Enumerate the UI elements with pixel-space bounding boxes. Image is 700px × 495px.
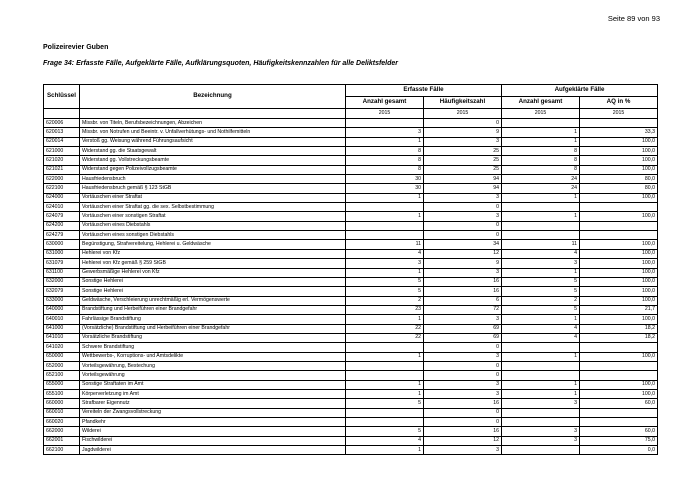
cell-haeufigkeitszahl: 3: [424, 268, 502, 277]
cell-label: Begünstigung, Strafvereitelung, Hehlerei u. Geldwäsche: [80, 240, 346, 249]
table-row: [44, 389, 658, 398]
header-label: Bezeichnung: [80, 85, 346, 109]
cell-anzahl: [346, 203, 424, 212]
cell-anzahl-aufgeklaert: 1: [502, 193, 580, 202]
header-key: Schlüssel: [44, 85, 80, 109]
header-anzahl-aufgeklaert: Anzahl gesamt: [502, 97, 580, 109]
table-row: [44, 287, 658, 296]
cell-haeufigkeitszahl: 12: [424, 249, 502, 258]
cell-aq: 100,0: [580, 352, 658, 361]
cell-anzahl: 2: [346, 296, 424, 305]
cell-label: Hehlerei von Kfz: [80, 249, 346, 258]
cell-aq: [580, 119, 658, 128]
cell-aq: 100,0: [580, 240, 658, 249]
table-row: [44, 193, 658, 202]
cell-aq: 60,0: [580, 399, 658, 408]
cell-haeufigkeitszahl: 72: [424, 305, 502, 314]
cell-key: 640010: [44, 315, 80, 324]
cell-haeufigkeitszahl: 9: [424, 128, 502, 137]
cell-anzahl-aufgeklaert: [502, 408, 580, 417]
cell-haeufigkeitszahl: 25: [424, 156, 502, 165]
cell-key: 662000: [44, 427, 80, 436]
cell-haeufigkeitszahl: 69: [424, 324, 502, 333]
cell-haeufigkeitszahl: 25: [424, 147, 502, 156]
cell-aq: 100,0: [580, 147, 658, 156]
cell-aq: 18,2: [580, 333, 658, 342]
cell-key: 641010: [44, 333, 80, 342]
header-group-aufgeklaert: Aufgeklärte Fälle: [502, 85, 658, 97]
cell-key: 655100: [44, 389, 80, 398]
cell-anzahl-aufgeklaert: [502, 203, 580, 212]
cell-key: 630000: [44, 240, 80, 249]
cell-anzahl-aufgeklaert: 1: [502, 380, 580, 389]
cell-key: 620014: [44, 137, 80, 146]
cell-key: 621021: [44, 165, 80, 174]
cell-haeufigkeitszahl: 16: [424, 399, 502, 408]
table-row: [44, 156, 658, 165]
cell-aq: 100,0: [580, 277, 658, 286]
cell-key: 660000: [44, 399, 80, 408]
cell-haeufigkeitszahl: 0: [424, 221, 502, 230]
cell-label: Vereiteln der Zwangsvollstreckung: [80, 408, 346, 417]
cell-anzahl-aufgeklaert: 24: [502, 175, 580, 184]
cell-key: 620013: [44, 128, 80, 137]
year-cell: 2015: [580, 109, 658, 119]
cell-label: Wilderei: [80, 427, 346, 436]
cell-anzahl-aufgeklaert: 8: [502, 165, 580, 174]
cell-anzahl-aufgeklaert: 1: [502, 137, 580, 146]
cell-label: Vortäuschen eines Diebstahls: [80, 221, 346, 230]
table-row: [44, 175, 658, 184]
cell-anzahl: [346, 408, 424, 417]
cell-aq: 21,7: [580, 305, 658, 314]
table-row: [44, 184, 658, 193]
cell-key: 641020: [44, 343, 80, 352]
table-row: [44, 128, 658, 137]
cell-key: 622100: [44, 184, 80, 193]
cell-key: 633000: [44, 296, 80, 305]
table-row: [44, 305, 658, 314]
cell-haeufigkeitszahl: 3: [424, 315, 502, 324]
cell-anzahl: 23: [346, 305, 424, 314]
org-title: Polizeirevier Guben: [43, 44, 109, 51]
table-row: [44, 165, 658, 174]
question-title: Frage 34: Erfasste Fälle, Aufgeklärte Fälle, Aufklärungsquoten, Häufigkeitskennzahlen für alle Deliktsfelder: [43, 60, 399, 67]
cell-anzahl-aufgeklaert: 1: [502, 268, 580, 277]
cell-aq: 80,0: [580, 184, 658, 193]
cell-label: Hehlerei von Kfz gemäß § 259 StGB: [80, 259, 346, 268]
cell-anzahl-aufgeklaert: 3: [502, 427, 580, 436]
cell-label: Vorteilsgewährung, Bestechung: [80, 361, 346, 370]
cell-aq: 0,0: [580, 446, 658, 455]
cell-anzahl: [346, 371, 424, 380]
cell-anzahl-aufgeklaert: 2: [502, 296, 580, 305]
cell-aq: 100,0: [580, 156, 658, 165]
cell-aq: 75,0: [580, 436, 658, 445]
cell-aq: 100,0: [580, 296, 658, 305]
cell-anzahl-aufgeklaert: 4: [502, 324, 580, 333]
cell-anzahl-aufgeklaert: [502, 119, 580, 128]
year-spacer: [44, 109, 80, 119]
table-row: [44, 259, 658, 268]
table-row: [44, 203, 658, 212]
cell-aq: [580, 221, 658, 230]
cell-key: 621020: [44, 156, 80, 165]
cell-aq: [580, 203, 658, 212]
cell-key: 662001: [44, 436, 80, 445]
cell-anzahl-aufgeklaert: [502, 343, 580, 352]
cell-anzahl-aufgeklaert: 3: [502, 399, 580, 408]
cell-label: Vorsätzliche Brandstiftung: [80, 333, 346, 342]
cell-anzahl-aufgeklaert: 4: [502, 333, 580, 342]
cell-anzahl: 3: [346, 259, 424, 268]
cell-key: 652000: [44, 361, 80, 370]
cell-aq: 100,0: [580, 249, 658, 258]
statistics-table: [43, 84, 658, 455]
table-row: [44, 137, 658, 146]
cell-haeufigkeitszahl: 9: [424, 259, 502, 268]
cell-label: Widerstand gg. Vollstreckungsbeamte: [80, 156, 346, 165]
cell-anzahl-aufgeklaert: 1: [502, 212, 580, 221]
table-row: [44, 408, 658, 417]
cell-anzahl: 5: [346, 277, 424, 286]
cell-aq: 100,0: [580, 287, 658, 296]
cell-anzahl: 1: [346, 315, 424, 324]
year-cell: 2015: [346, 109, 424, 119]
cell-label: Vortäuschen eines sonstigen Diebstahls: [80, 231, 346, 240]
cell-label: Hausfriedensbruch: [80, 175, 346, 184]
cell-label: Hausfriedensbruch gemäß § 123 StGB: [80, 184, 346, 193]
cell-haeufigkeitszahl: 94: [424, 184, 502, 193]
table-row: [44, 119, 658, 128]
cell-aq: 100,0: [580, 268, 658, 277]
cell-key: 662100: [44, 446, 80, 455]
cell-anzahl-aufgeklaert: [502, 446, 580, 455]
table-row: [44, 268, 658, 277]
cell-key: 624010: [44, 203, 80, 212]
cell-label: Sonstige Hehlerei: [80, 277, 346, 286]
table-row: [44, 399, 658, 408]
cell-key: 655000: [44, 380, 80, 389]
cell-label: Sonstige Hehlerei: [80, 287, 346, 296]
cell-aq: 100,0: [580, 315, 658, 324]
cell-anzahl-aufgeklaert: 1: [502, 352, 580, 361]
cell-haeufigkeitszahl: 34: [424, 240, 502, 249]
cell-anzahl: [346, 418, 424, 427]
cell-key: 624079: [44, 212, 80, 221]
table-row: [44, 361, 658, 370]
cell-haeufigkeitszahl: 3: [424, 446, 502, 455]
cell-aq: 80,0: [580, 175, 658, 184]
cell-anzahl-aufgeklaert: 24: [502, 184, 580, 193]
cell-anzahl: 1: [346, 268, 424, 277]
cell-haeufigkeitszahl: 3: [424, 380, 502, 389]
cell-anzahl: 30: [346, 184, 424, 193]
cell-anzahl-aufgeklaert: 8: [502, 156, 580, 165]
cell-haeufigkeitszahl: 94: [424, 175, 502, 184]
cell-key: 632000: [44, 277, 80, 286]
table-row: [44, 333, 658, 342]
year-cell: 2015: [502, 109, 580, 119]
table-row: [44, 315, 658, 324]
cell-label: Körperverletzung im Amt: [80, 389, 346, 398]
cell-label: (Vorsätzliche) Brandstiftung und Herbeiführen einer Brandgefahr: [80, 324, 346, 333]
cell-anzahl-aufgeklaert: 5: [502, 277, 580, 286]
cell-anzahl-aufgeklaert: 3: [502, 259, 580, 268]
cell-aq: [580, 371, 658, 380]
cell-haeufigkeitszahl: 3: [424, 137, 502, 146]
cell-label: Pfandkehr: [80, 418, 346, 427]
cell-anzahl: 1: [346, 193, 424, 202]
header-anzahl: Anzahl gesamt: [346, 97, 424, 109]
table-row: [44, 277, 658, 286]
table-row: [44, 380, 658, 389]
cell-label: Sonstige Straftaten im Amt: [80, 380, 346, 389]
cell-label: Vorteilsgewährung: [80, 371, 346, 380]
cell-anzahl: 5: [346, 287, 424, 296]
header-haeufigkeitszahl: Häufigkeitszahl: [424, 97, 502, 109]
cell-label: Missbr. von Titeln, Berufsbezeichnungen, Abzeichen: [80, 119, 346, 128]
cell-label: Fahrlässige Brandstiftung: [80, 315, 346, 324]
cell-haeufigkeitszahl: 12: [424, 436, 502, 445]
cell-anzahl-aufgeklaert: 1: [502, 128, 580, 137]
cell-aq: 100,0: [580, 165, 658, 174]
cell-key: 640000: [44, 305, 80, 314]
cell-haeufigkeitszahl: 0: [424, 408, 502, 417]
table-row: [44, 436, 658, 445]
table-row: [44, 371, 658, 380]
cell-anzahl: 1: [346, 380, 424, 389]
cell-anzahl: 4: [346, 249, 424, 258]
cell-anzahl: 4: [346, 436, 424, 445]
cell-anzahl: 8: [346, 156, 424, 165]
cell-anzahl-aufgeklaert: [502, 371, 580, 380]
cell-anzahl: [346, 343, 424, 352]
cell-haeufigkeitszahl: 3: [424, 352, 502, 361]
cell-anzahl: 8: [346, 147, 424, 156]
cell-label: Brandstiftung und Herbeiführen einer Brandgefahr: [80, 305, 346, 314]
cell-anzahl-aufgeklaert: 4: [502, 249, 580, 258]
cell-haeufigkeitszahl: 0: [424, 418, 502, 427]
cell-key: 621000: [44, 147, 80, 156]
cell-haeufigkeitszahl: 6: [424, 296, 502, 305]
cell-label: Schwere Brandstiftung: [80, 343, 346, 352]
cell-anzahl: 22: [346, 324, 424, 333]
table-row: [44, 249, 658, 258]
cell-label: Geldwäsche, Verschleierung unrechtmäßig erl. Vermögenswerte: [80, 296, 346, 305]
cell-anzahl: 5: [346, 399, 424, 408]
table-row: [44, 427, 658, 436]
cell-haeufigkeitszahl: 16: [424, 287, 502, 296]
cell-anzahl: 22: [346, 333, 424, 342]
cell-anzahl: [346, 221, 424, 230]
cell-anzahl: 1: [346, 352, 424, 361]
cell-label: Vortäuschen einer sonstigen Straftat: [80, 212, 346, 221]
cell-anzahl: 11: [346, 240, 424, 249]
cell-anzahl: 30: [346, 175, 424, 184]
cell-key: 631100: [44, 268, 80, 277]
cell-anzahl: [346, 119, 424, 128]
cell-haeufigkeitszahl: 0: [424, 361, 502, 370]
cell-aq: [580, 418, 658, 427]
cell-anzahl: 3: [346, 128, 424, 137]
cell-haeufigkeitszahl: 16: [424, 427, 502, 436]
cell-anzahl-aufgeklaert: 8: [502, 147, 580, 156]
cell-haeufigkeitszahl: 0: [424, 343, 502, 352]
cell-label: Fischwilderei: [80, 436, 346, 445]
cell-label: Vortäuschen einer Straftat gg. die sex. Selbstbestimmung: [80, 203, 346, 212]
cell-haeufigkeitszahl: 3: [424, 212, 502, 221]
cell-aq: 100,0: [580, 193, 658, 202]
cell-anzahl-aufgeklaert: 5: [502, 305, 580, 314]
cell-anzahl-aufgeklaert: 1: [502, 389, 580, 398]
year-cell: 2015: [424, 109, 502, 119]
cell-aq: [580, 408, 658, 417]
cell-key: 660010: [44, 408, 80, 417]
cell-anzahl: 1: [346, 389, 424, 398]
cell-key: 641000: [44, 324, 80, 333]
table-row: [44, 352, 658, 361]
cell-aq: [580, 343, 658, 352]
cell-key: 632079: [44, 287, 80, 296]
cell-label: Widerstand gegen Polizeivollzugsbeamte: [80, 165, 346, 174]
cell-anzahl: 1: [346, 137, 424, 146]
cell-aq: 33,3: [580, 128, 658, 137]
cell-key: 631000: [44, 249, 80, 258]
table-row: [44, 418, 658, 427]
cell-key: 624000: [44, 193, 80, 202]
cell-label: Vortäuschen einer Straftat: [80, 193, 346, 202]
table-row: [44, 324, 658, 333]
cell-label: Jagdwilderei: [80, 446, 346, 455]
cell-anzahl: [346, 361, 424, 370]
cell-aq: 18,2: [580, 324, 658, 333]
cell-anzahl-aufgeklaert: 1: [502, 315, 580, 324]
header-group-erfasst: Erfasste Fälle: [346, 85, 502, 97]
year-spacer: [80, 109, 346, 119]
cell-haeufigkeitszahl: 0: [424, 231, 502, 240]
cell-key: 624279: [44, 231, 80, 240]
table-row: [44, 147, 658, 156]
cell-label: Verstoß gg. Weisung während Führungsaufsicht: [80, 137, 346, 146]
cell-label: Strafbarer Eigennutz: [80, 399, 346, 408]
table-body: [44, 119, 658, 455]
cell-anzahl: 8: [346, 165, 424, 174]
cell-haeufigkeitszahl: 16: [424, 277, 502, 286]
cell-key: 620006: [44, 119, 80, 128]
cell-anzahl: 1: [346, 446, 424, 455]
table-row: [44, 240, 658, 249]
cell-label: Missbr. von Notrufen und Beeintr. v. Unfallverhütungs- und Nothilfemitteln: [80, 128, 346, 137]
cell-anzahl-aufgeklaert: [502, 418, 580, 427]
cell-haeufigkeitszahl: 3: [424, 389, 502, 398]
page-number: Seite 89 von 93: [607, 14, 660, 23]
table-row: [44, 446, 658, 455]
table-row: [44, 231, 658, 240]
cell-haeufigkeitszahl: 0: [424, 203, 502, 212]
cell-haeufigkeitszahl: 0: [424, 119, 502, 128]
cell-anzahl: 1: [346, 212, 424, 221]
table-row: [44, 296, 658, 305]
cell-anzahl: [346, 231, 424, 240]
cell-aq: 100,0: [580, 389, 658, 398]
cell-aq: 100,0: [580, 212, 658, 221]
cell-key: 622000: [44, 175, 80, 184]
cell-label: Widerstand gg. die Staatsgewalt: [80, 147, 346, 156]
cell-aq: 100,0: [580, 380, 658, 389]
cell-haeufigkeitszahl: 69: [424, 333, 502, 342]
cell-anzahl-aufgeklaert: [502, 231, 580, 240]
cell-anzahl-aufgeklaert: 5: [502, 287, 580, 296]
cell-key: 624200: [44, 221, 80, 230]
cell-anzahl: 5: [346, 427, 424, 436]
cell-anzahl-aufgeklaert: 11: [502, 240, 580, 249]
cell-aq: [580, 231, 658, 240]
table-row: [44, 343, 658, 352]
cell-label: Gewerbsmäßige Hehlerei von Kfz: [80, 268, 346, 277]
cell-haeufigkeitszahl: 25: [424, 165, 502, 174]
cell-anzahl-aufgeklaert: 3: [502, 436, 580, 445]
cell-haeufigkeitszahl: 3: [424, 193, 502, 202]
cell-key: 660020: [44, 418, 80, 427]
cell-key: 652100: [44, 371, 80, 380]
cell-aq: 100,0: [580, 259, 658, 268]
cell-key: 631079: [44, 259, 80, 268]
cell-aq: 60,0: [580, 427, 658, 436]
cell-anzahl-aufgeklaert: [502, 221, 580, 230]
cell-anzahl-aufgeklaert: [502, 361, 580, 370]
cell-label: Wettbewerbs-, Korruptions- und Amtsdelikte: [80, 352, 346, 361]
cell-aq: [580, 361, 658, 370]
cell-aq: 100,0: [580, 137, 658, 146]
cell-key: 650000: [44, 352, 80, 361]
table-row: [44, 212, 658, 221]
table-row: [44, 221, 658, 230]
header-aq: AQ in %: [580, 97, 658, 109]
cell-haeufigkeitszahl: 0: [424, 371, 502, 380]
